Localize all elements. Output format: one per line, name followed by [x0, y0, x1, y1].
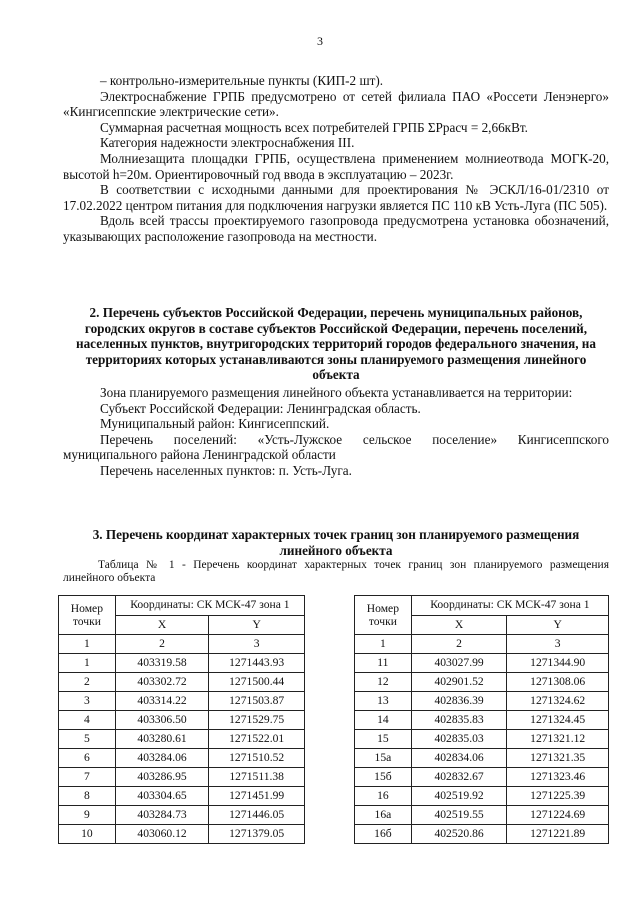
- header-point-number: Номер точки: [59, 596, 116, 635]
- point-number-cell: 16б: [355, 825, 412, 844]
- header-coords: Координаты: СК МСК-47 зона 1: [411, 596, 608, 616]
- y-coordinate-cell: 1271323.46: [507, 768, 609, 787]
- x-coordinate-cell: 403286.95: [115, 768, 209, 787]
- section3-heading: 3. Перечень координат характерных точек границ зон планируемого размещения линейного объекта: [92, 527, 580, 558]
- coordinates-table-right: [354, 595, 609, 844]
- point-number-cell: 2: [59, 673, 116, 692]
- table-row: [355, 673, 609, 692]
- point-number-cell: 4: [59, 711, 116, 730]
- header-col-index: 1: [59, 635, 116, 654]
- section2-body: [63, 385, 609, 479]
- table-row: [355, 806, 609, 825]
- point-number-cell: 9: [59, 806, 116, 825]
- point-number-cell: 14: [355, 711, 412, 730]
- table-row: [355, 654, 609, 673]
- y-coordinate-cell: 1271443.93: [209, 654, 305, 673]
- x-coordinate-cell: 403027.99: [411, 654, 507, 673]
- table-row: [355, 711, 609, 730]
- table-row: [355, 730, 609, 749]
- paragraph: Суммарная расчетная мощность всех потребителей ГРПБ ΣРрасч = 2,66кВт.: [100, 119, 528, 135]
- header-col-index: 2: [411, 635, 507, 654]
- paragraph: – контрольно-измерительные пункты (КИП-2 шт).: [100, 73, 384, 88]
- header-x: X: [411, 615, 507, 635]
- table-row: [59, 673, 305, 692]
- paragraph: Категория надежности электроснабжения III.: [100, 135, 355, 151]
- point-number-cell: 3: [59, 692, 116, 711]
- x-coordinate-cell: 402832.67: [411, 768, 507, 787]
- x-coordinate-cell: 403304.65: [115, 787, 209, 806]
- y-coordinate-cell: 1271321.12: [507, 730, 609, 749]
- y-coordinate-cell: 1271324.45: [507, 711, 609, 730]
- point-number-cell: 8: [59, 787, 116, 806]
- table-row: [59, 654, 305, 673]
- table-row: [59, 806, 305, 825]
- x-coordinate-cell: 402519.92: [411, 787, 507, 806]
- y-coordinate-cell: 1271225.39: [507, 787, 609, 806]
- point-number-cell: 11: [355, 654, 412, 673]
- x-coordinate-cell: 403284.73: [115, 806, 209, 825]
- table-row: [59, 825, 305, 844]
- y-coordinate-cell: 1271224.69: [507, 806, 609, 825]
- y-coordinate-cell: 1271529.75: [209, 711, 305, 730]
- paragraph: Молниезащита площадки ГРПБ, осуществлена применением молниеотвода МОГК-20, высотой h=20м. Ориентировочный год ввода в эксплуатацию – 2023г.: [63, 150, 609, 182]
- point-number-cell: 12: [355, 673, 412, 692]
- paragraph: Перечень населенных пунктов: п. Усть-Луга.: [100, 462, 352, 478]
- y-coordinate-cell: 1271522.01: [209, 730, 305, 749]
- y-coordinate-cell: 1271446.05: [209, 806, 305, 825]
- point-number-cell: 16: [355, 787, 412, 806]
- point-number-cell: 15а: [355, 749, 412, 768]
- paragraph: Вдоль всей трассы проектируемого газопровода предусмотрена установка обозначений, указывающих расположение газопровода на местности.: [63, 213, 609, 244]
- paragraph: Субъект Российской Федерации: Ленинградская область.: [100, 400, 421, 416]
- point-number-cell: 15б: [355, 768, 412, 787]
- table-row: [355, 692, 609, 711]
- x-coordinate-cell: 403280.61: [115, 730, 209, 749]
- y-coordinate-cell: 1271451.99: [209, 787, 305, 806]
- table-row: [59, 768, 305, 787]
- point-number-cell: 6: [59, 749, 116, 768]
- x-coordinate-cell: 403302.72: [115, 673, 209, 692]
- header-col-index: 3: [507, 635, 609, 654]
- paragraph: Перечень поселений: «Усть-Лужское сельское поселение» Кингисеппского муниципального района Ленинградской области: [63, 431, 609, 463]
- point-number-cell: 1: [59, 654, 116, 673]
- table-row: [355, 825, 609, 844]
- y-coordinate-cell: 1271221.89: [507, 825, 609, 844]
- section1-body: [63, 73, 609, 245]
- y-coordinate-cell: 1271344.90: [507, 654, 609, 673]
- y-coordinate-cell: 1271321.35: [507, 749, 609, 768]
- x-coordinate-cell: 403314.22: [115, 692, 209, 711]
- header-col-index: 1: [355, 635, 412, 654]
- table-row: [59, 730, 305, 749]
- header-coords: Координаты: СК МСК-47 зона 1: [115, 596, 304, 616]
- y-coordinate-cell: 1271500.44: [209, 673, 305, 692]
- table-row: [355, 768, 609, 787]
- header-x: X: [115, 615, 209, 635]
- table-row: [59, 787, 305, 806]
- table-caption: Таблица № 1 - Перечень координат характерных точек границ зон планируемого размещения линейного объекта: [63, 559, 609, 584]
- table-row: [59, 692, 305, 711]
- x-coordinate-cell: 403284.06: [115, 749, 209, 768]
- y-coordinate-cell: 1271503.87: [209, 692, 305, 711]
- y-coordinate-cell: 1271308.06: [507, 673, 609, 692]
- point-number-cell: 10: [59, 825, 116, 844]
- y-coordinate-cell: 1271511.38: [209, 768, 305, 787]
- point-number-cell: 5: [59, 730, 116, 749]
- x-coordinate-cell: 402834.06: [411, 749, 507, 768]
- point-number-cell: 16а: [355, 806, 412, 825]
- page-number: 3: [317, 34, 323, 48]
- paragraph: Муниципальный район: Кингисеппский.: [100, 416, 330, 432]
- x-coordinate-cell: 402901.52: [411, 673, 507, 692]
- x-coordinate-cell: 402520.86: [411, 825, 507, 844]
- x-coordinate-cell: 402836.39: [411, 692, 507, 711]
- y-coordinate-cell: 1271379.05: [209, 825, 305, 844]
- paragraph: В соответствии с исходными данными для проектирования № ЭСКЛ/16-01/2310 от 17.02.2022 центром питания для подключения нагрузки является ПС 110 кВ Усть-Луга (ПС 505).: [63, 182, 609, 213]
- header-point-number: Номер точки: [355, 596, 412, 635]
- y-coordinate-cell: 1271324.62: [507, 692, 609, 711]
- point-number-cell: 13: [355, 692, 412, 711]
- x-coordinate-cell: 402835.03: [411, 730, 507, 749]
- table-row: [59, 711, 305, 730]
- x-coordinate-cell: 402519.55: [411, 806, 507, 825]
- paragraph: Электроснабжение ГРПБ предусмотрено от сетей филиала ПАО «Россети Ленэнерго» «Кингисеппские электрические сети».: [63, 88, 609, 120]
- x-coordinate-cell: 403319.58: [115, 654, 209, 673]
- point-number-cell: 7: [59, 768, 116, 787]
- section2-heading: 2. Перечень субъектов Российской Федерации, перечень муниципальных районов, городских округов в составе субъектов Российской Федерации, перечень поселений, населенных пунктов, внутригородских территорий городов федерального значения, на территориях которых устанавливаются зоны планируемого размещения линейного объекта: [75, 305, 596, 383]
- x-coordinate-cell: 403306.50: [115, 711, 209, 730]
- x-coordinate-cell: 403060.12: [115, 825, 209, 844]
- table-row: [355, 749, 609, 768]
- paragraph: Зона планируемого размещения линейного объекта устанавливается на территории:: [100, 385, 573, 400]
- header-y: Y: [507, 615, 609, 635]
- header-col-index: 2: [115, 635, 209, 654]
- x-coordinate-cell: 402835.83: [411, 711, 507, 730]
- table-row: [59, 749, 305, 768]
- y-coordinate-cell: 1271510.52: [209, 749, 305, 768]
- header-y: Y: [209, 615, 305, 635]
- header-col-index: 3: [209, 635, 305, 654]
- coordinates-table-left: [58, 595, 305, 844]
- table-row: [355, 787, 609, 806]
- point-number-cell: 15: [355, 730, 412, 749]
